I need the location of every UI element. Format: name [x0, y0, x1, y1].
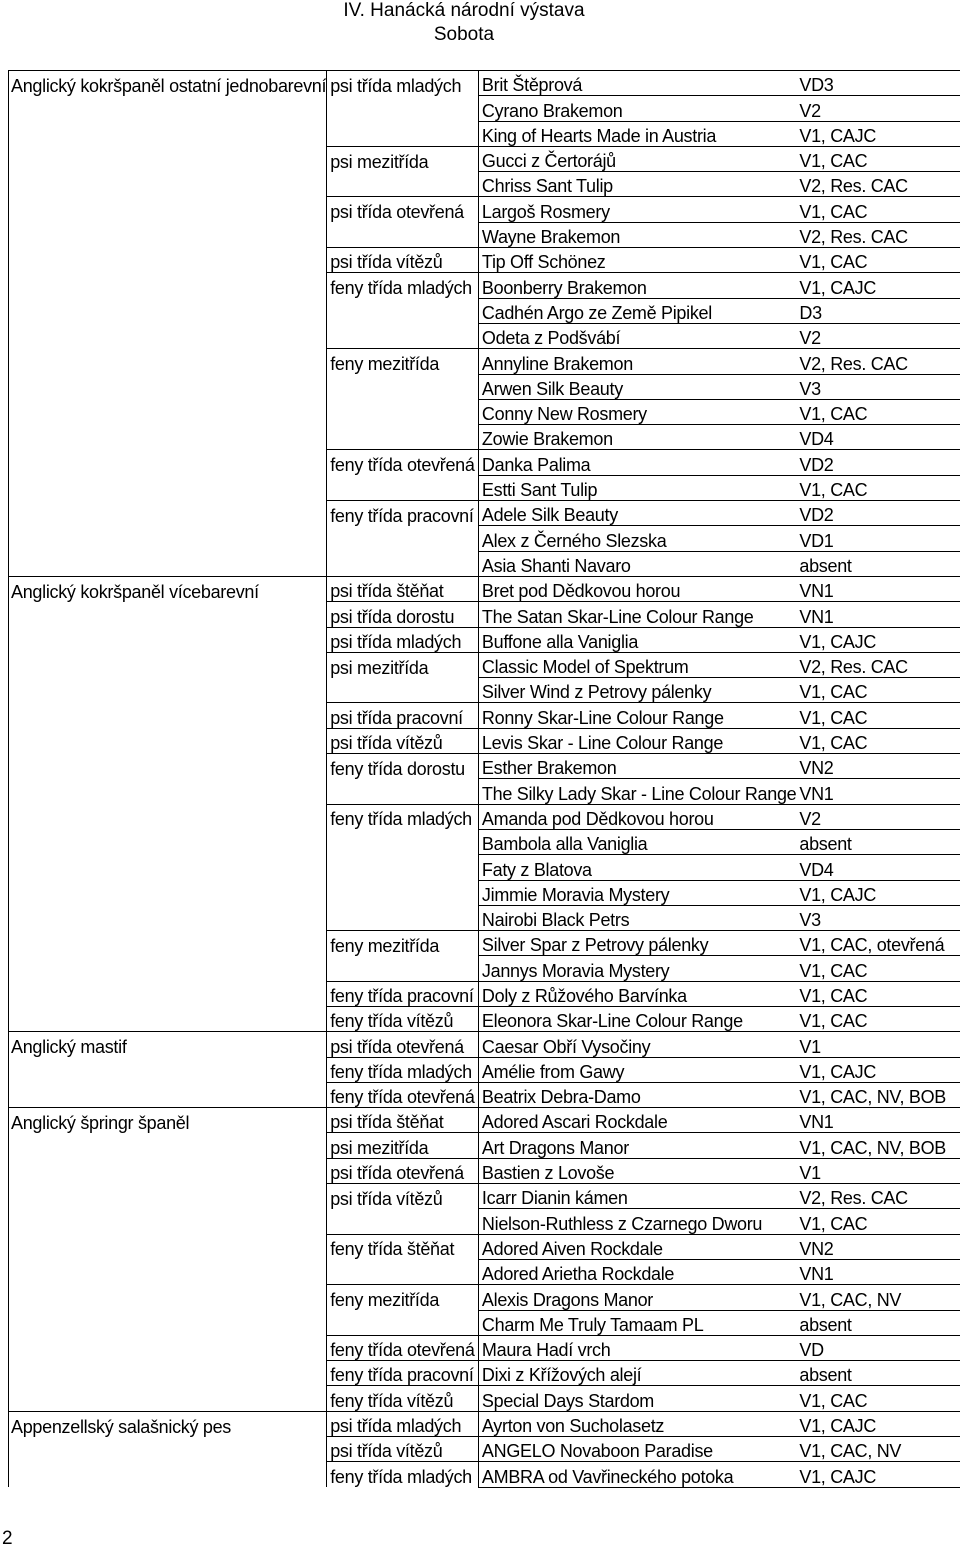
dog-name-cell: Jimmie Moravia Mystery: [478, 880, 796, 905]
class-cell: feny třída vítězů: [327, 1386, 479, 1411]
class-cell: psi třída štěňat: [327, 576, 479, 601]
dog-name-cell: Conny New Rosmery: [478, 399, 796, 424]
dog-name-cell: Maura Hadí vrch: [478, 1335, 796, 1360]
dog-name-cell: Levis Skar - Line Colour Range: [478, 728, 796, 753]
result-cell: V1, CAC: [796, 728, 960, 753]
table-row: [9, 1133, 960, 1158]
class-cell: feny mezitřída: [327, 1285, 479, 1310]
class-cell: psi třída vítězů: [327, 1437, 479, 1462]
breed-cell: [9, 1361, 327, 1386]
dog-name-cell: The Satan Skar-Line Colour Range: [478, 602, 796, 627]
class-cell: psi třída vítězů: [327, 1184, 479, 1209]
dog-name-cell: Alex z Černého Slezska: [478, 526, 796, 551]
dog-name-cell: Ronny Skar-Line Colour Range: [478, 703, 796, 728]
breed-cell: [9, 349, 327, 374]
breed-cell: [9, 526, 327, 551]
table-row: [9, 1437, 960, 1462]
class-cell: feny třída mladých: [327, 1057, 479, 1082]
result-cell: absent: [796, 551, 960, 576]
dog-name-cell: Beatrix Debra-Damo: [478, 1082, 796, 1107]
result-cell: absent: [796, 829, 960, 854]
class-cell: psi třída otevřená: [327, 197, 479, 222]
breed-cell: [9, 728, 327, 753]
breed-cell: [9, 450, 327, 475]
result-cell: V1, CAJC: [796, 273, 960, 298]
result-cell: V2: [796, 804, 960, 829]
class-cell: [327, 880, 479, 905]
class-cell: feny třída mladých: [327, 273, 479, 298]
table-row: [9, 1259, 960, 1284]
result-cell: V1, CAC: [796, 1209, 960, 1234]
breed-cell: [9, 501, 327, 526]
table-row: [9, 146, 960, 171]
table-row: [9, 96, 960, 121]
class-cell: [327, 475, 479, 500]
class-cell: [327, 1209, 479, 1234]
dog-name-cell: Gucci z Čertorájů: [478, 146, 796, 171]
result-cell: V2, Res. CAC: [796, 222, 960, 247]
breed-cell: [9, 652, 327, 677]
dog-name-cell: Classic Model of Spektrum: [478, 652, 796, 677]
table-row: [9, 399, 960, 424]
table-row: [9, 678, 960, 703]
table-row: [9, 526, 960, 551]
breed-cell: [9, 298, 327, 323]
breed-cell: [9, 981, 327, 1006]
table-row: [9, 349, 960, 374]
dog-name-cell: Cyrano Brakemon: [478, 96, 796, 121]
dog-name-cell: Boonberry Brakemon: [478, 273, 796, 298]
result-cell: V2: [796, 96, 960, 121]
table-row: [9, 222, 960, 247]
table-row: [9, 1335, 960, 1360]
table-row: [9, 1462, 960, 1487]
result-cell: V1, CAC, otevřená: [796, 931, 960, 956]
result-cell: V1, CAC: [796, 146, 960, 171]
class-cell: [327, 905, 479, 930]
table-row: [9, 1310, 960, 1335]
result-cell: VD: [796, 1335, 960, 1360]
result-cell: VD3: [796, 71, 960, 96]
breed-cell: [9, 1234, 327, 1259]
breed-cell: [9, 602, 327, 627]
page-title: IV. Hanácká národní výstava: [343, 0, 585, 21]
class-cell: [327, 956, 479, 981]
class-cell: [327, 323, 479, 348]
result-cell: V2, Res. CAC: [796, 652, 960, 677]
class-cell: [327, 1259, 479, 1284]
breed-cell: [9, 197, 327, 222]
dog-name-cell: AMBRA od Vavřineckého potoka: [478, 1462, 796, 1487]
result-cell: V1, CAC: [796, 981, 960, 1006]
breed-cell: [9, 1259, 327, 1284]
breed-cell: [9, 1057, 327, 1082]
dog-name-cell: Caesar Obří Vysočiny: [478, 1032, 796, 1057]
breed-cell: [9, 1184, 327, 1209]
dog-name-cell: Danka Palima: [478, 450, 796, 475]
dog-name-cell: Art Dragons Manor: [478, 1133, 796, 1158]
dog-name-cell: Esther Brakemon: [478, 754, 796, 779]
result-cell: V2, Res. CAC: [796, 349, 960, 374]
breed-cell: Anglický kokršpaněl vícebarevní: [9, 576, 327, 601]
dog-name-cell: Largoš Rosmery: [478, 197, 796, 222]
breed-cell: Anglický špringr španěl: [9, 1108, 327, 1133]
dog-name-cell: Wayne Brakemon: [478, 222, 796, 247]
breed-cell: [9, 1006, 327, 1031]
table-row: [9, 71, 960, 96]
breed-cell: [9, 172, 327, 197]
table-row: [9, 1032, 960, 1057]
breed-cell: [9, 855, 327, 880]
breed-cell: Anglický mastif: [9, 1032, 327, 1057]
result-cell: VD2: [796, 450, 960, 475]
dog-name-cell: Zowie Brakemon: [478, 425, 796, 450]
class-cell: psi mezitřída: [327, 652, 479, 677]
class-cell: [327, 526, 479, 551]
class-cell: psi třída vítězů: [327, 248, 479, 273]
table-row: [9, 475, 960, 500]
class-cell: [327, 829, 479, 854]
table-row: [9, 602, 960, 627]
table-row: [9, 880, 960, 905]
dog-name-cell: Adored Ascari Rockdale: [478, 1108, 796, 1133]
class-cell: feny třída štěňat: [327, 1234, 479, 1259]
class-cell: [327, 855, 479, 880]
table-row: [9, 1285, 960, 1310]
result-cell: V1, CAC: [796, 678, 960, 703]
result-cell: VD4: [796, 425, 960, 450]
result-cell: V1, CAC: [796, 248, 960, 273]
class-cell: [327, 425, 479, 450]
table-row: [9, 1361, 960, 1386]
breed-cell: [9, 678, 327, 703]
result-cell: V1, CAC: [796, 956, 960, 981]
table-row: [9, 1057, 960, 1082]
dog-name-cell: Bret pod Dědkovou horou: [478, 576, 796, 601]
class-cell: psi mezitřída: [327, 1133, 479, 1158]
dog-name-cell: The Silky Lady Skar - Line Colour Range: [478, 779, 796, 804]
table-row: [9, 703, 960, 728]
dog-name-cell: Tip Off Schönez: [478, 248, 796, 273]
breed-cell: [9, 1386, 327, 1411]
class-cell: feny mezitřída: [327, 931, 479, 956]
result-cell: V1, CAC: [796, 1006, 960, 1031]
class-cell: [327, 678, 479, 703]
dog-name-cell: Jannys Moravia Mystery: [478, 956, 796, 981]
dog-name-cell: Chriss Sant Tulip: [478, 172, 796, 197]
breed-cell: [9, 1310, 327, 1335]
breed-cell: [9, 956, 327, 981]
result-cell: VN1: [796, 1259, 960, 1284]
table-row: [9, 931, 960, 956]
breed-cell: [9, 1209, 327, 1234]
class-cell: psi třída vítězů: [327, 728, 479, 753]
dog-name-cell: Eleonora Skar-Line Colour Range: [478, 1006, 796, 1031]
class-cell: psi třída mladých: [327, 627, 479, 652]
table-row: [9, 981, 960, 1006]
class-cell: feny třída vítězů: [327, 1006, 479, 1031]
table-row: [9, 248, 960, 273]
class-cell: psi třída štěňat: [327, 1108, 479, 1133]
result-cell: V1, CAC: [796, 475, 960, 500]
class-cell: psi třída pracovní: [327, 703, 479, 728]
table-row: [9, 450, 960, 475]
table-row: [9, 1006, 960, 1031]
result-cell: V1, CAJC: [796, 1411, 960, 1436]
breed-cell: [9, 1158, 327, 1183]
breed-cell: [9, 754, 327, 779]
class-cell: psi třída otevřená: [327, 1032, 479, 1057]
result-cell: absent: [796, 1361, 960, 1386]
class-cell: feny třída pracovní: [327, 1361, 479, 1386]
result-cell: V2, Res. CAC: [796, 172, 960, 197]
dog-name-cell: Annyline Brakemon: [478, 349, 796, 374]
class-cell: feny mezitřída: [327, 349, 479, 374]
result-cell: V1, CAC, NV: [796, 1285, 960, 1310]
table-row: [9, 374, 960, 399]
breed-cell: [9, 1462, 327, 1487]
result-cell: VN1: [796, 779, 960, 804]
breed-cell: [9, 804, 327, 829]
result-cell: V1, CAC, NV, BOB: [796, 1133, 960, 1158]
dog-name-cell: Ayrton von Sucholasetz: [478, 1411, 796, 1436]
result-cell: VN1: [796, 576, 960, 601]
breed-cell: [9, 222, 327, 247]
table-row: [9, 855, 960, 880]
breed-cell: [9, 880, 327, 905]
breed-cell: [9, 399, 327, 424]
class-cell: [327, 779, 479, 804]
dog-name-cell: Silver Wind z Petrovy pálenky: [478, 678, 796, 703]
table-row: [9, 829, 960, 854]
dog-name-cell: Dixi z Křížových alejí: [478, 1361, 796, 1386]
result-cell: VD4: [796, 855, 960, 880]
table-row: [9, 1411, 960, 1436]
result-cell: V2: [796, 323, 960, 348]
breed-cell: [9, 905, 327, 930]
breed-cell: [9, 551, 327, 576]
class-cell: psi třída otevřená: [327, 1158, 479, 1183]
table-row: [9, 754, 960, 779]
result-cell: V1: [796, 1158, 960, 1183]
class-cell: feny třída dorostu: [327, 754, 479, 779]
breed-cell: [9, 1335, 327, 1360]
table-row: [9, 1234, 960, 1259]
table-row: [9, 779, 960, 804]
breed-cell: [9, 146, 327, 171]
table-row: [9, 425, 960, 450]
dog-name-cell: Arwen Silk Beauty: [478, 374, 796, 399]
table-row: [9, 273, 960, 298]
dog-name-cell: Bastien z Lovoše: [478, 1158, 796, 1183]
class-cell: psi třída mladých: [327, 1411, 479, 1436]
breed-cell: [9, 374, 327, 399]
result-cell: V1, CAC: [796, 1386, 960, 1411]
result-cell: V1, CAC: [796, 703, 960, 728]
breed-cell: [9, 475, 327, 500]
page-subtitle: Sobota: [433, 24, 495, 45]
table-row: [9, 1108, 960, 1133]
result-cell: VN1: [796, 602, 960, 627]
table-row: [9, 501, 960, 526]
table-row: [9, 956, 960, 981]
class-cell: psi třída dorostu: [327, 602, 479, 627]
result-cell: absent: [796, 1310, 960, 1335]
class-cell: [327, 222, 479, 247]
breed-cell: [9, 1082, 327, 1107]
result-cell: V1: [796, 1032, 960, 1057]
class-cell: feny třída mladých: [327, 804, 479, 829]
table-row: [9, 551, 960, 576]
dog-name-cell: Silver Spar z Petrovy pálenky: [478, 931, 796, 956]
breed-cell: [9, 627, 327, 652]
breed-cell: [9, 273, 327, 298]
dog-name-cell: Adele Silk Beauty: [478, 501, 796, 526]
dog-name-cell: Adored Aiven Rockdale: [478, 1234, 796, 1259]
result-cell: V1, CAJC: [796, 1057, 960, 1082]
breed-cell: Anglický kokršpaněl ostatní jednobarevní: [9, 71, 327, 96]
table-row: [9, 728, 960, 753]
class-cell: feny třída pracovní: [327, 981, 479, 1006]
breed-cell: [9, 323, 327, 348]
dog-name-cell: Alexis Dragons Manor: [478, 1285, 796, 1310]
dog-name-cell: Buffone alla Vaniglia: [478, 627, 796, 652]
table-row: [9, 1209, 960, 1234]
breed-cell: [9, 121, 327, 146]
result-cell: V1, CAC, NV: [796, 1437, 960, 1462]
breed-cell: [9, 248, 327, 273]
breed-cell: [9, 1285, 327, 1310]
class-cell: feny třída otevřená: [327, 450, 479, 475]
breed-cell: [9, 703, 327, 728]
dog-name-cell: Faty z Blatova: [478, 855, 796, 880]
result-cell: V1, CAC: [796, 399, 960, 424]
result-cell: V1, CAJC: [796, 880, 960, 905]
class-cell: [327, 399, 479, 424]
class-cell: feny třída otevřená: [327, 1082, 479, 1107]
dog-name-cell: Nairobi Black Petrs: [478, 905, 796, 930]
class-cell: [327, 172, 479, 197]
table-row: [9, 298, 960, 323]
breed-cell: [9, 829, 327, 854]
dog-name-cell: Doly z Růžového Barvínka: [478, 981, 796, 1006]
dog-name-cell: Bambola alla Vaniglia: [478, 829, 796, 854]
class-cell: [327, 298, 479, 323]
result-cell: VD2: [796, 501, 960, 526]
table-row: [9, 1158, 960, 1183]
dog-name-cell: Amanda pod Dědkovou horou: [478, 804, 796, 829]
table-row: [9, 172, 960, 197]
result-cell: V1, CAJC: [796, 627, 960, 652]
class-cell: [327, 1310, 479, 1335]
table-row: [9, 323, 960, 348]
breed-cell: [9, 779, 327, 804]
dog-name-cell: Asia Shanti Navaro: [478, 551, 796, 576]
dog-name-cell: Amélie from Gawy: [478, 1057, 796, 1082]
page-number: 2: [2, 1528, 13, 1549]
result-cell: VD1: [796, 526, 960, 551]
class-cell: feny třída otevřená: [327, 1335, 479, 1360]
result-cell: VN1: [796, 1108, 960, 1133]
class-cell: feny třída pracovní: [327, 501, 479, 526]
class-cell: [327, 551, 479, 576]
dog-name-cell: Special Days Stardom: [478, 1386, 796, 1411]
results-table: [8, 70, 960, 1488]
table-row: [9, 1082, 960, 1107]
result-cell: V3: [796, 905, 960, 930]
result-cell: V1, CAC: [796, 197, 960, 222]
table-row: [9, 576, 960, 601]
dog-name-cell: Estti Sant Tulip: [478, 475, 796, 500]
dog-name-cell: Nielson-Ruthless z Czarnego Dworu: [478, 1209, 796, 1234]
class-cell: psi mezitřída: [327, 146, 479, 171]
dog-name-cell: King of Hearts Made in Austria: [478, 121, 796, 146]
class-cell: psi třída mladých: [327, 71, 479, 96]
result-cell: V3: [796, 374, 960, 399]
table-row: [9, 1386, 960, 1411]
breed-cell: [9, 1437, 327, 1462]
dog-name-cell: Charm Me Truly Tamaam PL: [478, 1310, 796, 1335]
result-cell: VN2: [796, 1234, 960, 1259]
breed-cell: [9, 931, 327, 956]
breed-cell: [9, 96, 327, 121]
result-cell: VN2: [796, 754, 960, 779]
class-cell: [327, 374, 479, 399]
class-cell: [327, 121, 479, 146]
dog-name-cell: Cadhén Argo ze Země Pipikel: [478, 298, 796, 323]
breed-cell: Appenzellský salašnický pes: [9, 1411, 327, 1436]
dog-name-cell: Brit Štěprová: [478, 71, 796, 96]
result-cell: V2, Res. CAC: [796, 1184, 960, 1209]
table-row: [9, 652, 960, 677]
table-row: [9, 804, 960, 829]
dog-name-cell: Icarr Dianin kámen: [478, 1184, 796, 1209]
result-cell: V1, CAJC: [796, 121, 960, 146]
table-row: [9, 1184, 960, 1209]
table-row: [9, 197, 960, 222]
dog-name-cell: Odeta z Podšvábí: [478, 323, 796, 348]
dog-name-cell: Adored Arietha Rockdale: [478, 1259, 796, 1284]
class-cell: [327, 96, 479, 121]
result-cell: V1, CAC, NV, BOB: [796, 1082, 960, 1107]
class-cell: feny třída mladých: [327, 1462, 479, 1487]
table-row: [9, 627, 960, 652]
table-row: [9, 121, 960, 146]
breed-cell: [9, 425, 327, 450]
result-cell: V1, CAJC: [796, 1462, 960, 1487]
breed-cell: [9, 1133, 327, 1158]
result-cell: D3: [796, 298, 960, 323]
dog-name-cell: ANGELO Novaboon Paradise: [478, 1437, 796, 1462]
table-row: [9, 905, 960, 930]
